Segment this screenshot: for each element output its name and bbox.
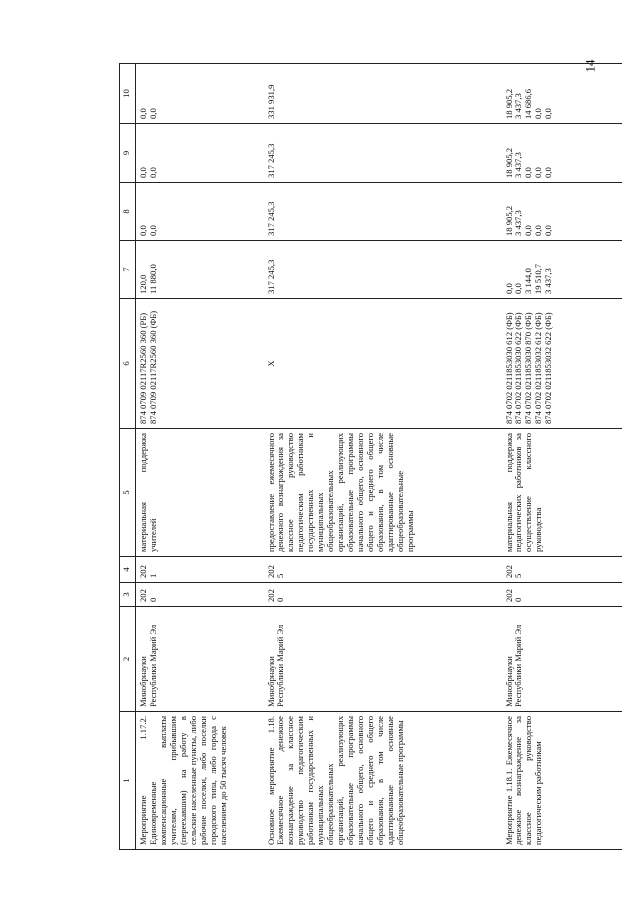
amount-col-8: 18 905,2 3 437,3 0,0 0,0 0,0 [502, 183, 622, 241]
amount-col-10: 18 905,2 3 437,3 14 686,6 0,0 0,0 [502, 64, 622, 124]
header-row [120, 64, 136, 850]
amount-col-8: 317 245,3 [264, 183, 502, 241]
rotated-table-container [119, 64, 621, 850]
amount-col-7: 0,0 0,0 3 144,0 19 510,7 3 437,3 [502, 241, 622, 299]
col-header-8: 8 [120, 183, 136, 241]
expected-result: материальная поддержка учителей [136, 429, 264, 557]
amount-col-10: 331 931,9 [264, 64, 502, 124]
program-measures-table [119, 63, 622, 850]
measure-name: Мероприятие 1.17.2. Единовременные компенсационные выплаты учителям, прибывшим (переехавшим) на работу в сельские населенные пункты, либо рабочие поселки, либо поселки городского типа, либо города с населением до 50 тысяч человек [136, 712, 264, 850]
amount-col-8: 0,0 0,0 [136, 183, 264, 241]
amount-col-10: 0,0 0,0 [136, 64, 264, 124]
col-header-1: 1 [120, 712, 136, 850]
col-header-3: 3 [120, 583, 136, 607]
table-row [264, 64, 502, 850]
amount-col-9: 0,0 0,0 [136, 124, 264, 183]
amount-col-9: 317 245,3 [264, 124, 502, 183]
end-year: 2025 [264, 557, 502, 583]
end-year: 2021 [136, 557, 264, 583]
start-year: 2020 [502, 583, 622, 607]
budget-classification-code: Х [264, 299, 502, 429]
expected-result: материальная поддержка педагогических работников за осуществление классного руководства [502, 429, 622, 557]
col-header-4: 4 [120, 557, 136, 583]
expected-result: предоставление ежемесячного денежного вознаграждения за классное руководство педагогическим работникам государственных и муниципальных общеобразовательных организаций, реализующих образовательные программы начального общего, основного общего и среднего общего образования, в том числе адаптированные основные общеобразовательные программы [264, 429, 502, 557]
budget-classification-code: 874 0709 02117R2560 360 (РБ) 874 0709 02117R2560 360 (ФБ) [136, 299, 264, 429]
measure-name: Мероприятие 1.18.1. Ежемесячное денежное вознаграждение за классное руководство педагогическим работникам [502, 712, 622, 850]
responsible-executor: Минобрнауки Республики Марий Эл [136, 607, 264, 712]
amount-col-9: 18 905,2 3 437,3 0,0 0,0 0,0 [502, 124, 622, 183]
start-year: 2020 [136, 583, 264, 607]
col-header-7: 7 [120, 241, 136, 299]
end-year: 2025 [502, 557, 622, 583]
amount-col-7: 120,0 11 880,0 [136, 241, 264, 299]
amount-col-7: 317 245,3 [264, 241, 502, 299]
table-row [502, 64, 622, 850]
page-number: 14 [582, 59, 598, 73]
budget-classification-code: 874 0702 0211853030 612 (ФБ) 874 0702 0211853030 622 (ФБ) 874 0702 0211853030 870 (ФБ) 874 0702 0211853032 612 (ФБ) 874 0702 0211853032 622 (ФБ) [502, 299, 622, 429]
col-header-6: 6 [120, 299, 136, 429]
col-header-5: 5 [120, 429, 136, 557]
col-header-10: 10 [120, 64, 136, 124]
col-header-9: 9 [120, 124, 136, 183]
col-header-2: 2 [120, 607, 136, 712]
responsible-executor: Минобрнауки Республики Марий Эл [264, 607, 502, 712]
start-year: 2020 [264, 583, 502, 607]
measure-name: Основное мероприятие 1.18. Ежемесячное денежное вознаграждение за классное руководство педагогическим работникам государственных и муниципальных общеобразовательных организаций, реализующих образовательные программы начального общего, основного общего и среднего общего образования, в том числе адаптированные основные общеобразовательные программы [264, 712, 502, 850]
responsible-executor: Минобрнауки Республики Марий Эл [502, 607, 622, 712]
table-row [136, 64, 264, 850]
